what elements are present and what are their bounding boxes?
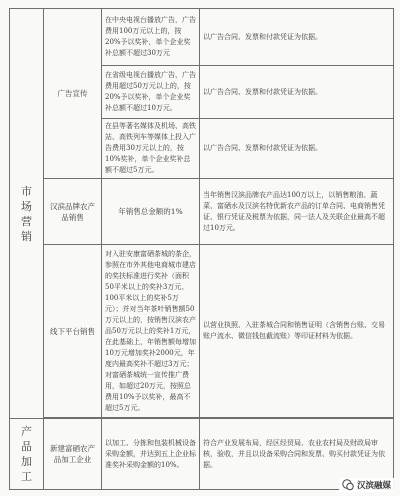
subcategory-ad: 广告宣传 <box>44 9 102 179</box>
basis-media-ad: 以广告合同、发票和付款凭证为依据。 <box>200 119 394 179</box>
category-market-sales <box>10 9 44 419</box>
standard-offline-sales: 对入驻安康富硒茶城的茶企，参照在市外其他电商城市建店的奖扶标准进行奖补（面积50平米以上的奖补3万元、100平米以上的奖补5万元）；并对当年茶叶销售额50万元以上的，按销售汉滨农产品50万元以上的奖补1万元，在此基础上，年销售额每增加10万元增加奖补2000元，年度内最高奖补不超过3万元；对富硒茶城统一宣传推广费用，如超过20万元，按照总费用10%予以奖补，最高不超过5万元。 <box>102 245 200 418</box>
standard-media-ad: 在县等著名媒体及机场、高铁站、高铁列车等媒体上投入广告费用30万元以上的，按10%奖补，单个企业奖补总额不超过5万元。 <box>102 119 200 179</box>
category-char: 场 <box>21 199 32 213</box>
subcategory-offline-sales: 线下平台销售 <box>44 245 102 418</box>
basis-provincial-ad: 以广告合同、发票和付款凭证为依据。 <box>200 66 394 119</box>
category-char: 销 <box>21 229 32 243</box>
category-char: 营 <box>21 214 32 228</box>
standard-cctv-ad: 在中央电视台播放广告，广告费用100万元以上的，按20%予以奖补，单个企业奖补总额不超过30万元 <box>102 9 200 66</box>
subsidy-table <box>9 8 394 490</box>
category-product-processing <box>10 419 44 490</box>
category-char: 市 <box>21 184 32 198</box>
basis-cctv-ad: 以广告合同、发票和付款凭证为依据。 <box>200 9 394 66</box>
basis-new-processing: 符合产业发展布局，经区经贸局、农业农村局及财政局审核，验收，并且以设备采购合同和发票、购买付款凭证为依据。 <box>200 419 394 490</box>
category-char: 工 <box>21 470 32 483</box>
standard-provincial-ad: 在省级电视台播放广告，广告费用超过50万元以上的，按20%予以奖补，单个企业奖补总额不超过10万元。 <box>102 66 200 119</box>
category-char: 加 <box>21 455 32 468</box>
watermark-text: 汉滨融媒 <box>356 481 391 491</box>
standard-brand-sales: 年销售总金额的1% <box>102 179 200 245</box>
category-char: 品 <box>21 440 32 453</box>
category-char: 产 <box>21 425 32 438</box>
watermark <box>339 478 394 492</box>
basis-brand-sales: 当年销售汉滨品牌农产品达100万以上，以销售粮油、蔬菜、富硒水及汉滨名特优新农产品的订单合同、电商销售凭证、银行凭证及税票为依据，同一法人及关联企业最高不超过10万元。 <box>200 179 394 245</box>
subcategory-brand-sales: 汉滨品牌农产品销售 <box>44 179 102 245</box>
subcategory-new-processing: 新建富硒农产品加工企业 <box>44 419 102 490</box>
standard-new-processing: 以加工、分拣和包装机械设备采购金额，并达到五上企业标准奖补采购金额的10%。 <box>102 419 200 490</box>
chat-bubble-icon <box>342 479 354 491</box>
basis-offline-sales: 以营业执照、入驻茶城合同和销售证明（含销售台账、交易账户流水、微信钱包截流账）等印证材料为依据。 <box>200 245 394 418</box>
